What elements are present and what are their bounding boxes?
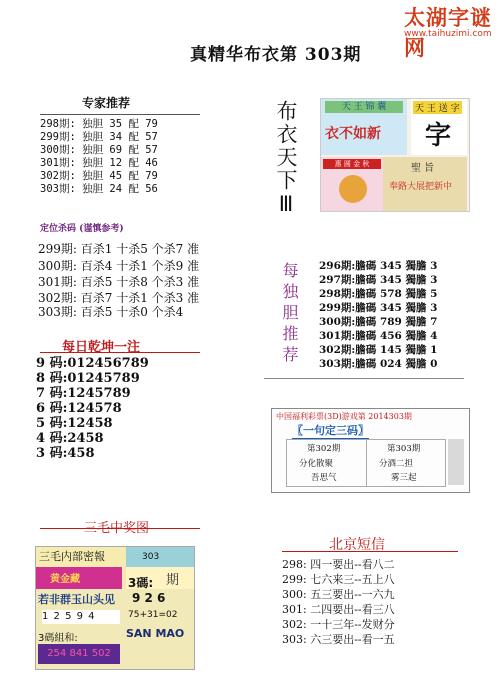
kill-row: 303期: 百杀5 十杀0 个杀4 [38, 305, 184, 319]
sanmao-image [35, 546, 195, 670]
sanmao-sum: 75+31=02 [128, 610, 178, 620]
sanmao-combo: 254 841 502 [38, 644, 120, 664]
lottery-card [271, 408, 470, 493]
sanmao-period-box [126, 547, 194, 567]
expert-row: 298期: 独胆 35 配 79 [40, 118, 158, 130]
promo-image [320, 98, 470, 212]
lottery-grid [286, 439, 446, 487]
beijing-divider [282, 551, 458, 552]
lottery-hint: 分化散聚 [299, 459, 334, 469]
code-row: 8 码:01245789 [36, 371, 140, 386]
promo-panel-text: 奉路大展把新中 [389, 182, 453, 192]
pick-row: 296期:膽碼 345 獨膽 3 [319, 260, 438, 272]
lottery-hint: 吾思气 [311, 473, 337, 483]
sanmao-period-suffix: 期 [166, 573, 180, 588]
promo-panel [321, 99, 407, 155]
promo-panel-head: 天 王 锦 囊 [325, 101, 403, 113]
daily-title: 每日乾坤一注 [62, 340, 141, 355]
sanmao-title: 三毛中奖图 [84, 521, 150, 536]
expert-title: 专家推荐 [82, 96, 131, 110]
picks-divider [264, 378, 464, 379]
promo-panel-head: 天 王 送 字 [413, 101, 462, 114]
kill-row: 301期: 百杀5 十杀8 个杀3 准 [38, 275, 200, 289]
beijing-row: 299: 七六来三--五上八 [282, 573, 395, 586]
sanmao-gold-text: 黄金藏 [50, 574, 80, 585]
lottery-header: 中国福利彩票(3D)游戏第 2014303期 [276, 412, 412, 421]
expert-row: 302期: 独胆 45 配 79 [40, 170, 158, 182]
beijing-row: 303: 六三要出--看一五 [282, 633, 395, 646]
promo-panel-text: 衣不如新 [325, 126, 381, 142]
watermark-title: 太湖字谜网 [404, 6, 492, 60]
pick-row: 300期:膽碼 789 獨膽 7 [319, 316, 438, 328]
expert-row: 301期: 独胆 12 配 46 [40, 157, 158, 169]
expert-divider [40, 114, 200, 115]
sanmao-divider [40, 528, 200, 529]
promo-panel [411, 99, 467, 155]
code-row: 7 码:1245789 [36, 386, 131, 401]
kill-row: 299期: 百杀1 十杀5 个杀7 准 [38, 242, 200, 256]
code-row: 9 码:012456789 [36, 356, 149, 371]
expert-row: 299期: 独胆 34 配 57 [40, 131, 158, 143]
promo-panel [383, 157, 467, 211]
pick-row: 297期:膽碼 345 獨膽 3 [319, 274, 438, 286]
lottery-period: 第302期 [307, 444, 341, 454]
expert-row: 303期: 独胆 24 配 56 [40, 183, 158, 195]
beijing-row: 301: 二四要出--看三八 [282, 603, 395, 616]
sanmao-period: 303 [142, 552, 160, 562]
side-subtitle: 每独胆推荐 [280, 262, 299, 367]
watermark-url: www.taihuzimi.com [404, 29, 492, 39]
sanmao-banner [36, 567, 122, 589]
pick-row: 302期:膽碼 145 獨膽 1 [319, 344, 438, 356]
expert-row: 300期: 独胆 69 配 57 [40, 144, 158, 156]
code-row: 6 码:124578 [36, 401, 122, 416]
beijing-row: 298: 四一要出--看八二 [282, 558, 395, 571]
pick-row: 301期:膽碼 456 獨膽 4 [319, 330, 438, 342]
sanmao-brand: SAN MAO [126, 627, 185, 640]
promo-panel [321, 157, 383, 211]
sanmao-slogan: 若非群玉山头见 [38, 593, 115, 606]
pick-row: 303期:膽碼 024 獨膽 0 [319, 358, 438, 370]
code-row: 5 码:12458 [36, 416, 113, 431]
kill-row: 302期: 百杀7 十杀1 个杀3 准 [38, 291, 200, 305]
lottery-hint: 分酒二担 [379, 459, 414, 469]
sanmao-three-code-label: 3碼: [128, 576, 154, 590]
sanmao-three-code: 9 2 6 [132, 591, 166, 605]
code-row: 4 码:2458 [36, 431, 104, 446]
sanmao-numbers: 1 2 5 9 4 [42, 610, 120, 624]
promo-panel-head: 聖 旨 [411, 163, 435, 174]
pick-row: 298期:膽碼 578 獨膽 5 [319, 288, 438, 300]
sanmao-combo-label: 3碼組和: [38, 633, 78, 644]
lottery-slogan: 〖一句定三码〗 [292, 424, 369, 437]
beijing-row: 300: 五三要出--一六九 [282, 588, 395, 601]
code-row: 3 码:458 [36, 446, 95, 461]
side-title: 布衣天下Ⅲ [274, 100, 298, 218]
promo-panel-head: 惠 圆 金 秋 [323, 159, 381, 169]
lottery-side-strip [448, 439, 464, 485]
kill-row: 300期: 百杀4 十杀1 个杀9 准 [38, 259, 200, 273]
pick-row: 299期:膽碼 345 獨膽 3 [319, 302, 438, 314]
lottery-hint: 雾三起 [391, 473, 417, 483]
beijing-title: 北京短信 [329, 537, 385, 553]
lottery-period: 第303期 [387, 444, 421, 454]
page-title: 真精华布衣第 303期 [190, 45, 362, 65]
beijing-row: 302: 一十三年--发财分 [282, 618, 395, 631]
sanmao-box-title: 三毛内部密報 [36, 547, 125, 567]
grid-divider [366, 440, 367, 486]
flower-icon [339, 175, 367, 203]
promo-panel-glyph: 字 [425, 121, 452, 151]
kill-title: 定位杀码 (谨慎参考) [40, 224, 124, 234]
